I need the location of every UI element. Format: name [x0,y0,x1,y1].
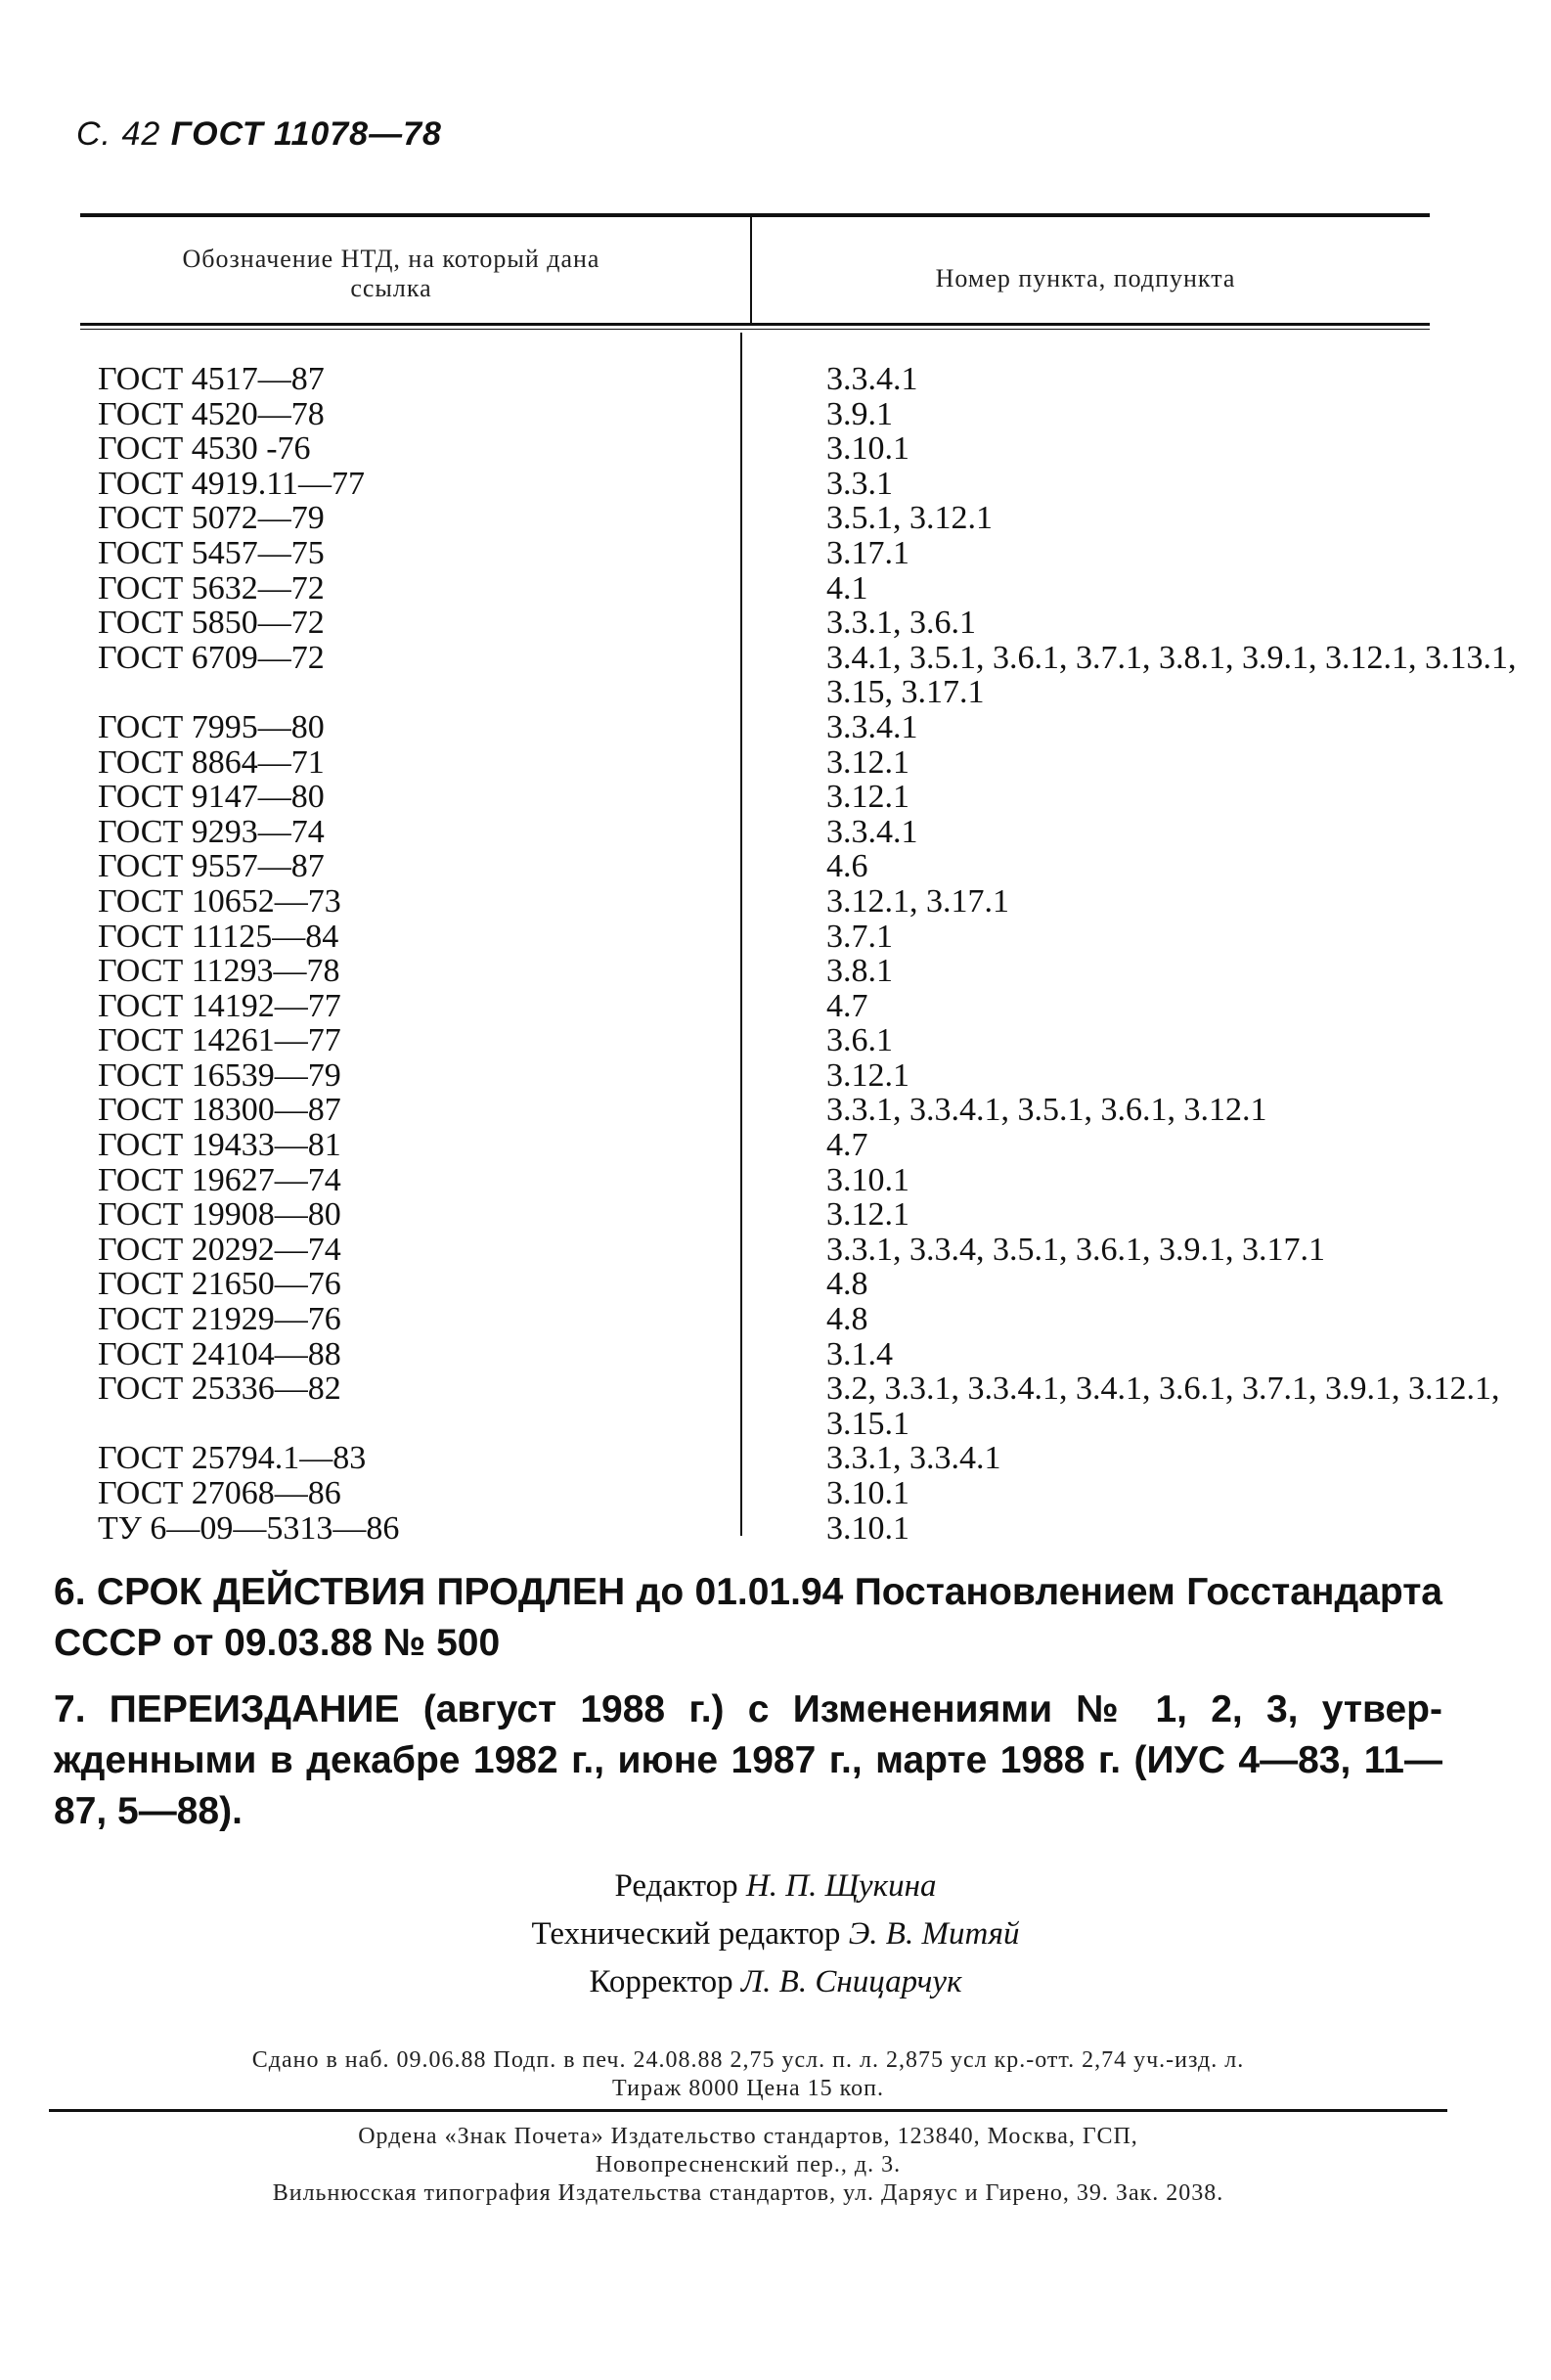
table-cell-designation: ГОСТ 21650—76 [98,1266,341,1303]
table-cell-designation: ГОСТ 5072—79 [98,500,325,537]
table-cell-clause: 3.10.1 [826,1475,909,1511]
table-cell-designation: ГОСТ 4530 -76 [98,430,311,468]
table-cell-clause: 3.7.1 [826,918,893,955]
editor-line [0,1863,1551,1910]
editor-name: Н. П. Щукина [745,1868,937,1904]
table-cell-clause: 3.2, 3.3.1, 3.3.4.1, 3.4.1, 3.6.1, 3.7.1, 3.9.1, 3.12.1, 3.15.1 [826,1370,1500,1442]
table-cell-clause: 3.4.1, 3.5.1, 3.6.1, 3.7.1, 3.8.1, 3.9.1, 3.12.1, 3.13.1, 3.15, 3.17.1 [826,639,1517,711]
table-header-clause: Номер пункта, подпункта [935,264,1236,292]
table-header-rule [80,323,1430,326]
table-cell-clause: 3.9.1 [826,395,893,432]
table-cell-clause: 3.3.4.1 [826,813,918,850]
note-6: 6. СРОК ДЕЙСТВИЯ ПРОДЛЕН до 01.01.94 Постановлением Госстандарта СССР от 09.03.88 № 500 [54,1571,1442,1664]
table-cell-clause: 3.10.1 [826,1161,909,1198]
table-cell-designation: ГОСТ 5457—75 [98,534,325,571]
editor-label: Редактор [614,1868,738,1904]
tech-editor-label: Технический редактор [531,1916,841,1952]
table-cell-clause: 4.7 [826,987,868,1024]
table-cell-clause: 4.7 [826,1127,868,1164]
table-cell-designation: ГОСТ 19627—74 [98,1161,341,1198]
proofreader-label: Корректор [589,1964,733,1999]
table-column-divider-body [740,333,742,1536]
imprint-line-3: Ордена «Знак Почета» Издательство стандартов, 123840, Москва, ГСП, [358,2124,1138,2149]
running-head [76,115,442,154]
table-cell-designation: ГОСТ 5850—72 [98,605,325,642]
table-column-clause [826,362,1530,1546]
table-cell-clause: 3.17.1 [826,534,909,571]
table-cell-designation: ГОСТ 11293—78 [98,953,340,990]
imprint-publisher [49,2123,1447,2208]
table-cell-designation: ГОСТ 8864—71 [98,743,325,781]
table-cell-clause: 3.10.1 [826,430,909,468]
table-cell-designation: ГОСТ 4517—87 [98,361,325,397]
imprint-line-5: Вильнюсская типография Издательства стандартов, ул. Даряус и Гирено, 39. Зак. 2038. [272,2180,1224,2206]
table-cell-clause: 3.12.1 [826,779,909,816]
table-cell-designation: ГОСТ 18300—87 [98,1092,341,1129]
table-cell-clause: 3.6.1 [826,1022,893,1059]
imprint-line-4: Новопресненский пер., д. 3. [595,2152,902,2178]
table-cell-clause: 3.1.4 [826,1335,893,1372]
table-cell-designation: ГОСТ 11125—84 [98,918,339,955]
table-cell-clause: 3.12.1 [826,743,909,781]
table-cell-clause: 4.1 [826,569,868,606]
table-cell-designation: ГОСТ 7995—80 [98,708,325,745]
table-cell-clause: 3.5.1, 3.12.1 [826,500,993,537]
table-cell-designation: ГОСТ 6709—72 [98,639,325,676]
imprint-line-2: Тираж 8000 Цена 15 коп. [612,2076,884,2101]
table-cell-clause: 3.10.1 [826,1509,909,1547]
table-cell-designation: ГОСТ 10652—73 [98,882,341,920]
table-column-designation [98,362,724,1546]
table-cell-clause: 3.3.4.1 [826,708,918,745]
table-cell-designation: ГОСТ 27068—86 [98,1475,341,1511]
table-cell-clause: 3.3.1 [826,465,893,502]
table-column-divider-header [750,217,752,323]
tech-editor-name: Э. В. Митяй [848,1916,1020,1952]
imprint-rule [49,2109,1447,2112]
table-cell-designation: ГОСТ 19908—80 [98,1196,341,1234]
table-cell-clause: 3.12.1, 3.17.1 [826,882,1009,920]
table-top-rule [80,213,1430,217]
table-cell-designation: ГОСТ 9147—80 [98,779,325,816]
table-header-rule-2 [80,329,1430,330]
table-cell-designation: ТУ 6—09—5313—86 [98,1509,400,1547]
table-cell-designation: ГОСТ 9293—74 [98,813,325,850]
table-cell-clause: 3.8.1 [826,953,893,990]
table-cell-designation: ГОСТ 4520—78 [98,395,325,432]
document-id: ГОСТ 11078—78 [170,115,442,153]
table-cell-clause: 4.6 [826,848,868,885]
proofreader-name: Л. В. Сницарчук [740,1964,962,1999]
table-cell-designation: ГОСТ 4919.11—77 [98,465,365,502]
credits [0,1863,1551,2006]
imprint-line-1: Сдано в наб. 09.06.88 Подп. в печ. 24.08.88 2,75 усл. п. л. 2,875 усл кр.-отт. 2,74 уч.-изд. л. [251,2047,1245,2073]
table-cell-designation: ГОСТ 25794.1—83 [98,1440,367,1477]
table-cell-designation: ГОСТ 16539—79 [98,1056,341,1094]
table-cell-designation: ГОСТ 14261—77 [98,1022,341,1059]
proofreader-line [0,1958,1551,2006]
table-cell-designation: ГОСТ 5632—72 [98,569,325,606]
table-cell-clause: 4.8 [826,1266,868,1303]
table-cell-clause: 4.8 [826,1301,868,1338]
table-cell-designation: ГОСТ 14192—77 [98,987,341,1024]
tech-editor-line [0,1910,1551,1958]
table-header-designation: Обозначение НТД, на который дана ссылка [182,245,600,302]
table-cell-designation: ГОСТ 21929—76 [98,1301,341,1338]
table-cell-clause: 3.3.4.1 [826,361,918,397]
table-cell-designation: ГОСТ 20292—74 [98,1231,341,1268]
table-cell-clause: 3.12.1 [826,1056,909,1094]
table-cell-clause: 3.3.1, 3.3.4.1 [826,1440,1001,1477]
table-cell-designation: ГОСТ 24104—88 [98,1335,341,1372]
note-7: 7. ПЕРЕИЗДАНИЕ (август 1988 г.) с Изменениями № 1, 2, 3, утвержденными в декабре 1982 г., июне 1987 г., марте 1988 г. (ИУС 4—83, 11—87, 5—88). [54,1688,1442,1832]
table-cell-clause: 3.3.1, 3.3.4.1, 3.5.1, 3.6.1, 3.12.1 [826,1092,1267,1129]
table-cell-designation: ГОСТ 19433—81 [98,1127,341,1164]
table-cell-clause: 3.12.1 [826,1196,909,1234]
table-cell-clause: 3.3.1, 3.6.1 [826,605,976,642]
page-number: С. 42 [76,115,161,153]
table-cell-designation: ГОСТ 25336—82 [98,1370,341,1408]
imprint-print-data [49,2046,1447,2103]
table-cell-clause: 3.3.1, 3.3.4, 3.5.1, 3.6.1, 3.9.1, 3.17.1 [826,1231,1325,1268]
table-cell-designation: ГОСТ 9557—87 [98,848,325,885]
